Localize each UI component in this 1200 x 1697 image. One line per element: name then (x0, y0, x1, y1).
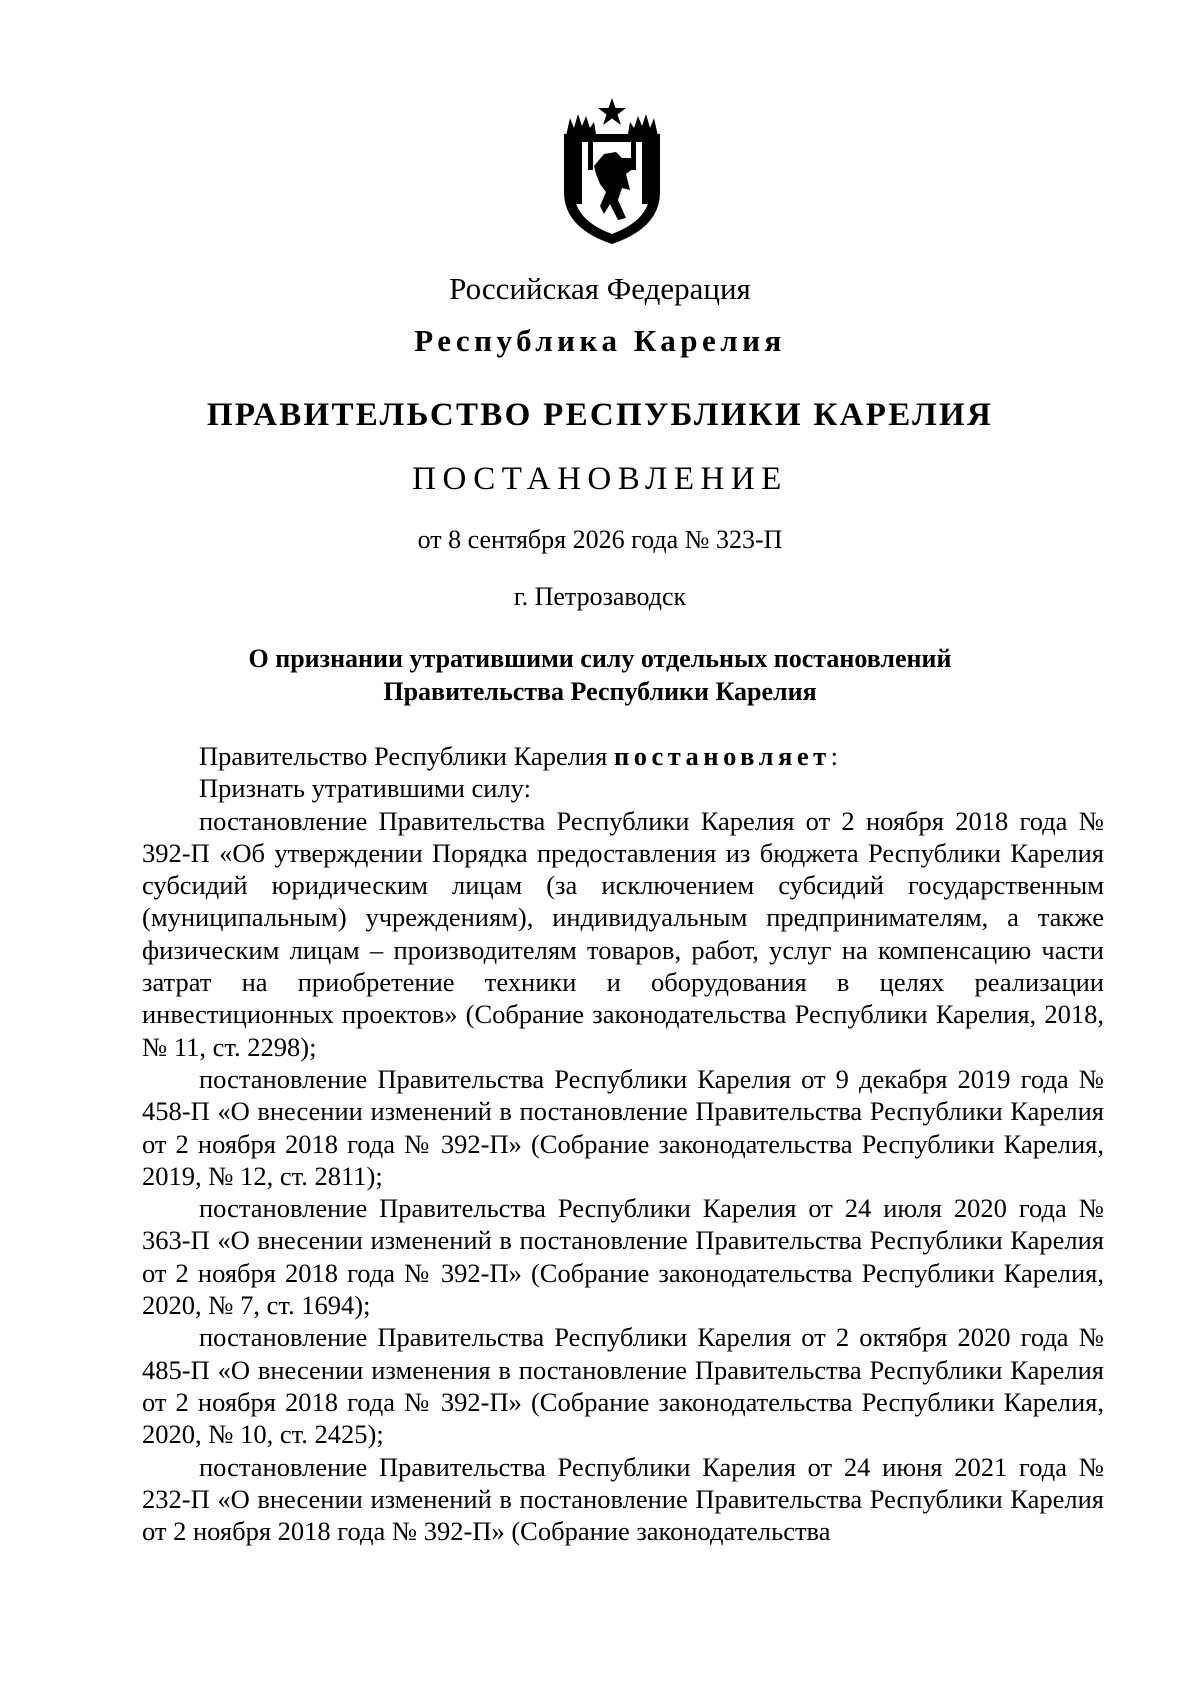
karelia-coat-of-arms-icon (560, 96, 664, 246)
intro-paragraph: Признать утратившими силу: (199, 773, 531, 804)
list-item: постановление Правительства Республики Карелия от 2 октября 2020 года № 485-П «О внесении изменения в постановление Правительства Республики Карелия от 2 ноября 2018 года № 392-П» (Собрание законодательства Республики Карелия, 2020, № 10, ст. 2425); (142, 1322, 1104, 1450)
republic-name: Республика Карелия (414, 323, 786, 358)
list-item: постановление Правительства Республики Карелия от 2 ноября 2018 года № 392-П «Об утверждении Порядка предоставления из бюджета Республики Карелия субсидий юридическим лицам (за исключением субсидий государственным (муниципальным) учреждениям), индивидуальным предпринимателям, а также физическим лицам – производителям товаров, работ, услуг на компенсацию части затрат на приобретение техники и оборудования в целях реализации инвестиционных проектов» (Собрание законодательства Республики Карелия, 2018, № 11, ст. 2298); (142, 805, 1104, 1062)
document-body (142, 740, 1104, 1547)
document-title-line-1: О признании утратившими силу отдельных постановлений (248, 644, 952, 673)
list-item: постановление Правительства Республики Карелия от 9 декабря 2019 года № 458-П «О внесении изменений в постановление Правительства Республики Карелия от 2 ноября 2018 года № 392-П» (Собрание законодательства Республики Карелия, 2019, № 12, ст. 2811); (142, 1063, 1104, 1191)
country-name: Российская Федерация (449, 271, 751, 306)
document-type: ПОСТАНОВЛЕНИЕ (412, 461, 788, 497)
document-title-line-2: Правительства Республики Карелия (383, 677, 817, 706)
preamble-verb: постановляет (613, 741, 831, 771)
government-title: ПРАВИТЕЛЬСТВО РЕСПУБЛИКИ КАРЕЛИЯ (206, 397, 994, 433)
date-and-number: от 8 сентября 2026 года № 323-П (417, 525, 783, 554)
list-item: постановление Правительства Республики Карелия от 24 июля 2020 года № 363-П «О внесении изменений в постановление Правительства Республики Карелия от 2 ноября 2018 года № 392-П» (Собрание законодательства Республики Карелия, 2020, № 7, ст. 1694); (142, 1193, 1104, 1321)
city: г. Петрозаводск (513, 582, 687, 611)
preamble-text: Правительство Республики Карелия (199, 741, 614, 771)
preamble-colon: : (830, 741, 838, 771)
preamble (142, 740, 1104, 772)
list-item: постановление Правительства Республики Карелия от 24 июня 2021 года № 232-П «О внесении изменений в постановление Правительства Республики Карелия от 2 ноября 2018 года № 392-П» (Собрание законодательства (142, 1451, 1104, 1547)
